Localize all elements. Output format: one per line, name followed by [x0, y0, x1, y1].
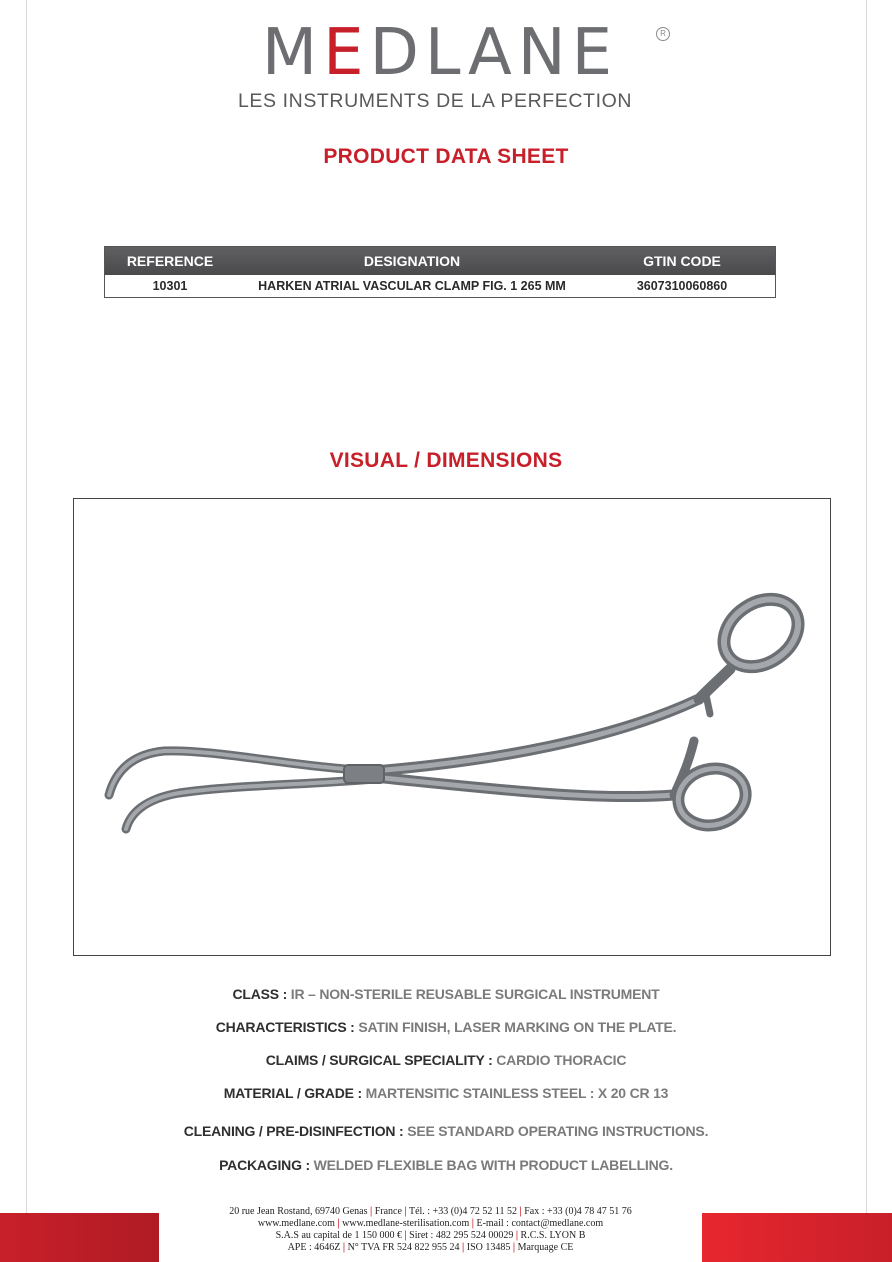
footer-address: 20 rue Jean Rostand, 69740 Genas [229, 1206, 368, 1217]
footer-separator: | [512, 1242, 516, 1253]
footer-company-info [159, 1206, 702, 1254]
footer-separator: | [462, 1242, 465, 1253]
cell-designation: HARKEN ATRIAL VASCULAR CLAMP FIG. 1 265 MM [258, 279, 566, 293]
footer-capital: S.A.S au capital de 1 150 000 € [275, 1230, 402, 1241]
footer-ape: APE : 4646Z [287, 1242, 341, 1253]
logo-tagline: LES INSTRUMENTS DE LA PERFECTION [237, 90, 633, 112]
header-reference: REFERENCE [126, 253, 214, 269]
footer-separator: | [519, 1206, 522, 1217]
footer-separator: | [404, 1206, 407, 1217]
logo-letters-dlane: DLANE [369, 16, 619, 90]
footer-siret: Siret : 482 295 524 00029 [409, 1230, 514, 1241]
product-visual-frame [73, 498, 831, 956]
spec-claims [0, 1052, 892, 1068]
footer-red-bar-right [702, 1213, 892, 1262]
spec-value: MARTENSITIC STAINLESS STEEL : X 20 CR 13 [365, 1085, 669, 1101]
spec-value: CARDIO THORACIC [496, 1052, 627, 1068]
footer-country: France [374, 1206, 402, 1217]
cell-reference: 10301 [152, 279, 188, 293]
footer-red-bar-left [0, 1213, 159, 1262]
footer-tva: N° TVA FR 524 822 955 24 [347, 1242, 460, 1253]
spec-value: WELDED FLEXIBLE BAG WITH PRODUCT LABELLING. [313, 1157, 673, 1173]
footer-website-link[interactable]: www.medlane.com [257, 1218, 335, 1229]
logo-letter-e: E [323, 16, 370, 90]
footer-line-legal [159, 1230, 702, 1242]
footer-email-link[interactable]: E-mail : contact@medlane.com [476, 1218, 604, 1229]
registered-mark-icon: R [656, 27, 670, 41]
spec-label: CLAIMS / SURGICAL SPECIALITY : [265, 1052, 493, 1068]
left-border-line [26, 0, 27, 1262]
footer-ce-marking: Marquage CE [517, 1242, 574, 1253]
footer-line-web [159, 1218, 702, 1230]
footer-fax: Fax : +33 (0)4 78 47 51 76 [524, 1206, 632, 1217]
footer-separator: | [471, 1218, 474, 1229]
footer-phone: Tél. : +33 (0)4 72 52 11 52 [408, 1206, 518, 1217]
logo-letter-m: M [261, 16, 324, 90]
product-reference-table [104, 246, 776, 298]
visual-dimensions-title: VISUAL / DIMENSIONS [329, 449, 563, 472]
cell-gtin: 3607310060860 [636, 279, 728, 293]
right-border-line [866, 0, 867, 1262]
spec-label: CLASS : [232, 986, 288, 1002]
footer-rcs: R.C.S. LYON B [520, 1230, 586, 1241]
spec-label: CHARACTERISTICS : [215, 1019, 355, 1035]
spec-cleaning [0, 1123, 892, 1139]
spec-value: SEE STANDARD OPERATING INSTRUCTIONS. [407, 1123, 709, 1139]
spec-characteristics [0, 1019, 892, 1035]
footer-separator: | [342, 1242, 346, 1253]
spec-material [0, 1085, 892, 1101]
footer-line-address [159, 1206, 702, 1218]
footer-separator: | [337, 1218, 340, 1229]
table-row [105, 275, 775, 297]
surgical-clamp-photo [74, 499, 832, 957]
spec-class [0, 986, 892, 1002]
spec-label: CLEANING / PRE-DISINFECTION : [183, 1123, 404, 1139]
medlane-logo [220, 16, 672, 112]
footer-line-registration [159, 1242, 702, 1254]
footer-iso: ISO 13485 [466, 1242, 511, 1253]
product-sheet-title: PRODUCT DATA SHEET [323, 145, 569, 168]
spec-packaging [0, 1157, 892, 1173]
logo-wordmark [220, 16, 660, 90]
footer-separator: | [404, 1230, 407, 1241]
spec-value: SATIN FINISH, LASER MARKING ON THE PLATE. [358, 1019, 677, 1035]
spec-value: IR – NON-STERILE REUSABLE SURGICAL INSTRUMENT [290, 986, 660, 1002]
spec-label: PACKAGING : [219, 1157, 310, 1173]
spec-label: MATERIAL / GRADE : [223, 1085, 362, 1101]
footer-sterilisation-link[interactable]: www.medlane-sterilisation.com [342, 1218, 470, 1229]
header-designation: DESIGNATION [363, 253, 461, 269]
footer-separator: | [370, 1206, 373, 1217]
table-header-row [105, 247, 775, 275]
footer-separator: | [515, 1230, 519, 1241]
header-gtin: GTIN CODE [643, 253, 721, 269]
